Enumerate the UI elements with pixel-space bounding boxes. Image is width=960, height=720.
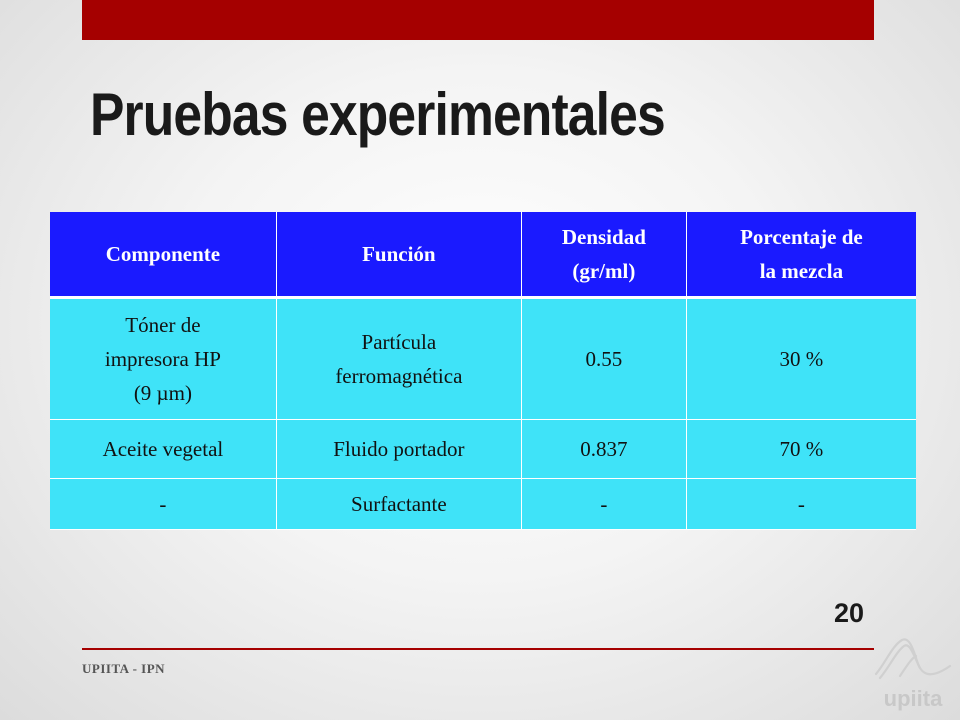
table-row [50,420,916,479]
cell-text: (9 µm) [133,381,192,405]
experiment-table [50,212,916,530]
cell-componente [50,298,276,420]
table-header-row [50,212,916,298]
logo-wordmark: upiita [883,686,943,711]
table-row [50,479,916,530]
table-row [50,298,916,420]
footer-text: UPIITA - IPN [82,661,166,676]
header-componente [50,212,276,298]
header-densidad-label: Densidad [561,225,646,249]
header-densidad-unit: (gr/ml) [572,259,636,283]
footer-divider [82,648,874,650]
cell-funcion [276,420,521,479]
cell-funcion [276,479,521,530]
cell-text: - [159,492,167,516]
cell-text: Tóner de [125,313,201,337]
cell-text: Partícula [361,330,437,354]
top-accent-bar [82,0,874,40]
cell-funcion [276,298,521,420]
cell-densidad: 0.55 [521,298,686,420]
cell-porcentaje: - [686,479,916,530]
cell-text: Surfactante [351,492,447,516]
header-porcentaje [686,212,916,298]
page-number: 20 [833,598,864,628]
cell-densidad: 0.837 [521,420,686,479]
header-funcion [276,212,521,298]
cell-text: impresora HP [104,347,221,371]
cell-componente [50,420,276,479]
header-funcion-label: Función [362,242,436,266]
cell-porcentaje: 30 % [686,298,916,420]
header-densidad [521,212,686,298]
header-porcentaje-label-2: la mezcla [759,259,844,283]
cell-text: ferromagnética [335,364,463,388]
cell-densidad: - [521,479,686,530]
slide-title: Pruebas experimentales [90,81,665,148]
cell-text: Aceite vegetal [102,437,224,461]
cell-text: Fluido portador [333,437,465,461]
header-porcentaje-label-1: Porcentaje de [740,225,863,249]
upiita-logo-icon [872,632,954,716]
header-componente-label: Componente [105,242,221,266]
cell-componente [50,479,276,530]
cell-porcentaje: 70 % [686,420,916,479]
